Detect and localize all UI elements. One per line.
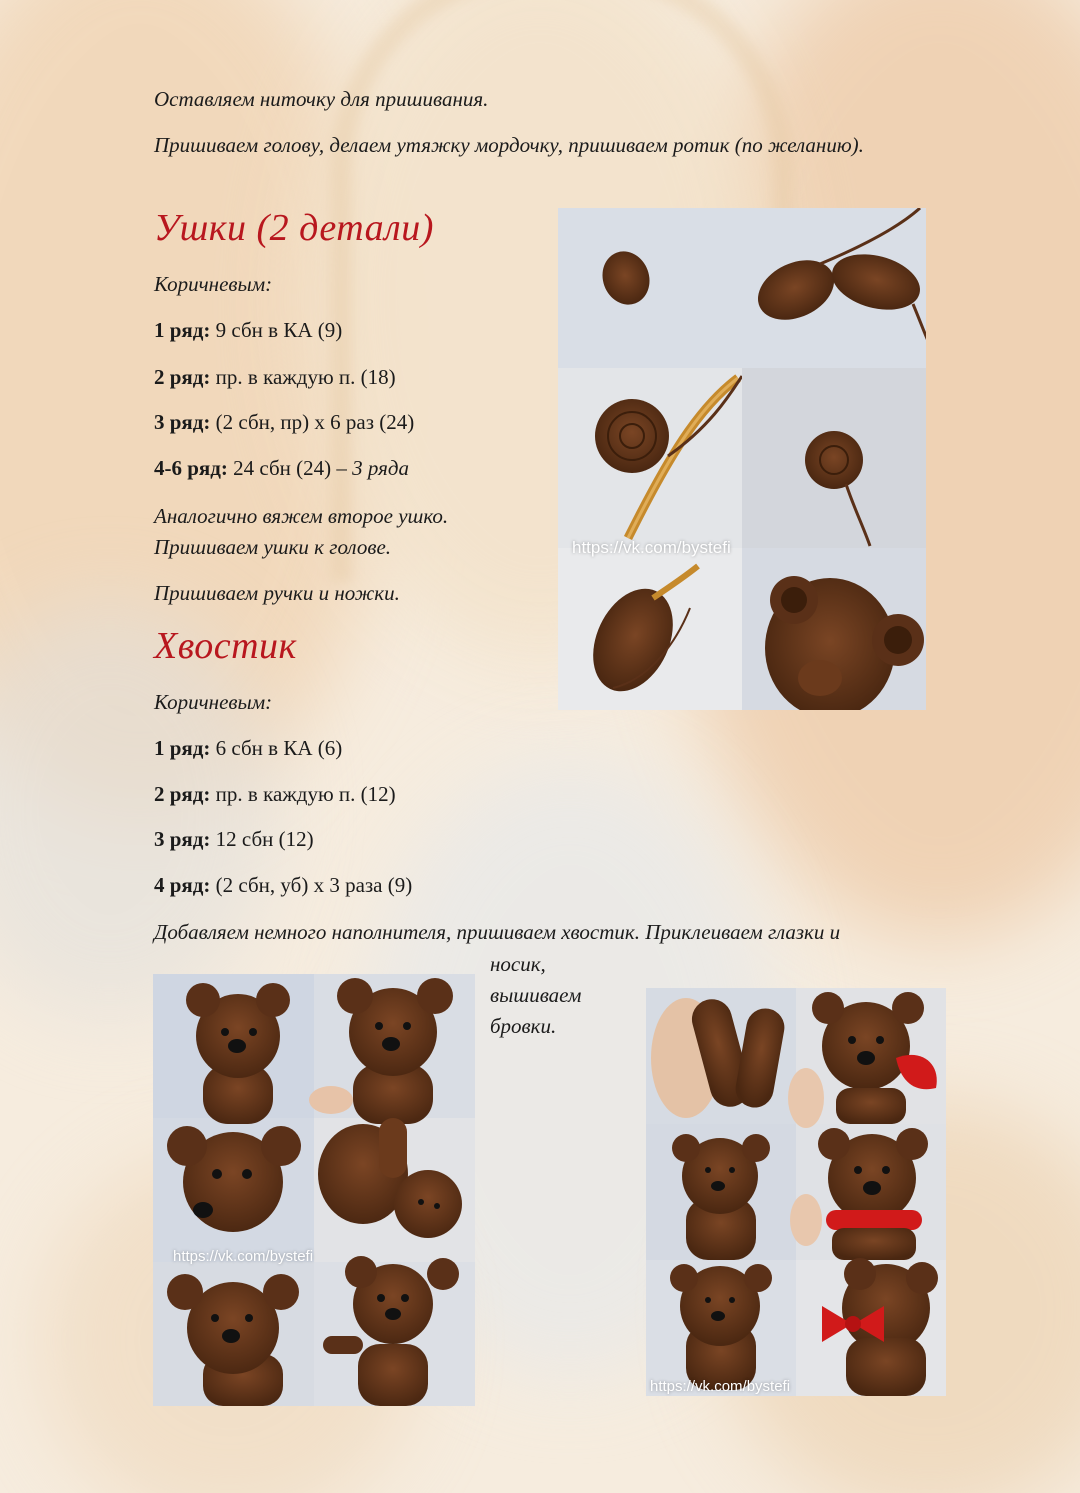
row-text: 6 сбн в КА (6)	[210, 736, 343, 760]
row-label: 1 ряд:	[154, 736, 211, 760]
row-text: 12 сбн (12)	[210, 827, 314, 851]
ears-row-3	[154, 407, 414, 438]
row-label: 4-6 ряд:	[154, 456, 228, 480]
ears-color-label: Коричневым:	[154, 272, 273, 296]
row-label: 2 ряд:	[154, 365, 211, 389]
tail-heading: Хвостик	[154, 625, 297, 667]
bear-face-collage	[153, 974, 475, 1406]
row-label: 2 ряд:	[154, 782, 211, 806]
ears-photo-collage	[558, 208, 926, 710]
tail-final-line-3: вышиваем	[490, 983, 582, 1007]
ears-heading: Ушки (2 детали)	[154, 207, 434, 249]
row-text: пр. в каждую п. (18)	[210, 365, 396, 389]
ears-row-1	[154, 315, 342, 346]
row-text: 9 сбн в КА (9)	[210, 318, 343, 342]
ears-note-2: Пришиваем ушки к голове.	[154, 535, 392, 559]
intro-line-1: Оставляем ниточку для пришивания.	[154, 87, 489, 111]
row-label: 4 ряд:	[154, 873, 211, 897]
bear-face-watermark: https://vk.com/bystefi	[173, 1248, 314, 1265]
bear-assembly-collage	[646, 988, 946, 1396]
bear-assembly-watermark: https://vk.com/bystefi	[650, 1378, 791, 1395]
ears-photo-watermark: https://vk.com/bystefi	[572, 538, 731, 557]
ears-row-2	[154, 362, 396, 393]
ears-photo-image	[558, 208, 926, 710]
tail-row-4	[154, 870, 412, 901]
row-label: 3 ряд:	[154, 410, 211, 434]
ears-note-1: Аналогично вяжем второе ушко.	[154, 504, 449, 528]
tail-final-line-2: носик,	[490, 952, 546, 976]
row-note: 3 ряда	[352, 456, 410, 480]
row-text: (2 сбн, уб) х 3 раза (9)	[210, 873, 413, 897]
row-text: 24 сбн (24) –	[227, 456, 353, 480]
ears-note-3: Пришиваем ручки и ножки.	[154, 581, 400, 605]
bear-face-collage-image	[153, 974, 475, 1406]
tail-final-line-1: Добавляем немного наполнителя, пришиваем хвостик. Приклеиваем глазки и	[154, 920, 841, 944]
intro-line-2: Пришиваем голову, делаем утяжку мордочку, пришиваем ротик (по желанию).	[154, 133, 864, 157]
row-text: пр. в каждую п. (12)	[210, 782, 396, 806]
tail-row-2	[154, 779, 396, 810]
tail-color-label: Коричневым:	[154, 690, 273, 714]
row-label: 3 ряд:	[154, 827, 211, 851]
row-text: (2 сбн, пр) х 6 раз (24)	[210, 410, 415, 434]
bear-assembly-collage-image	[646, 988, 946, 1396]
row-label: 1 ряд:	[154, 318, 211, 342]
tail-row-3	[154, 824, 314, 855]
ears-row-4	[154, 453, 409, 484]
tail-final-line-4: бровки.	[490, 1014, 557, 1038]
tail-row-1	[154, 733, 342, 764]
